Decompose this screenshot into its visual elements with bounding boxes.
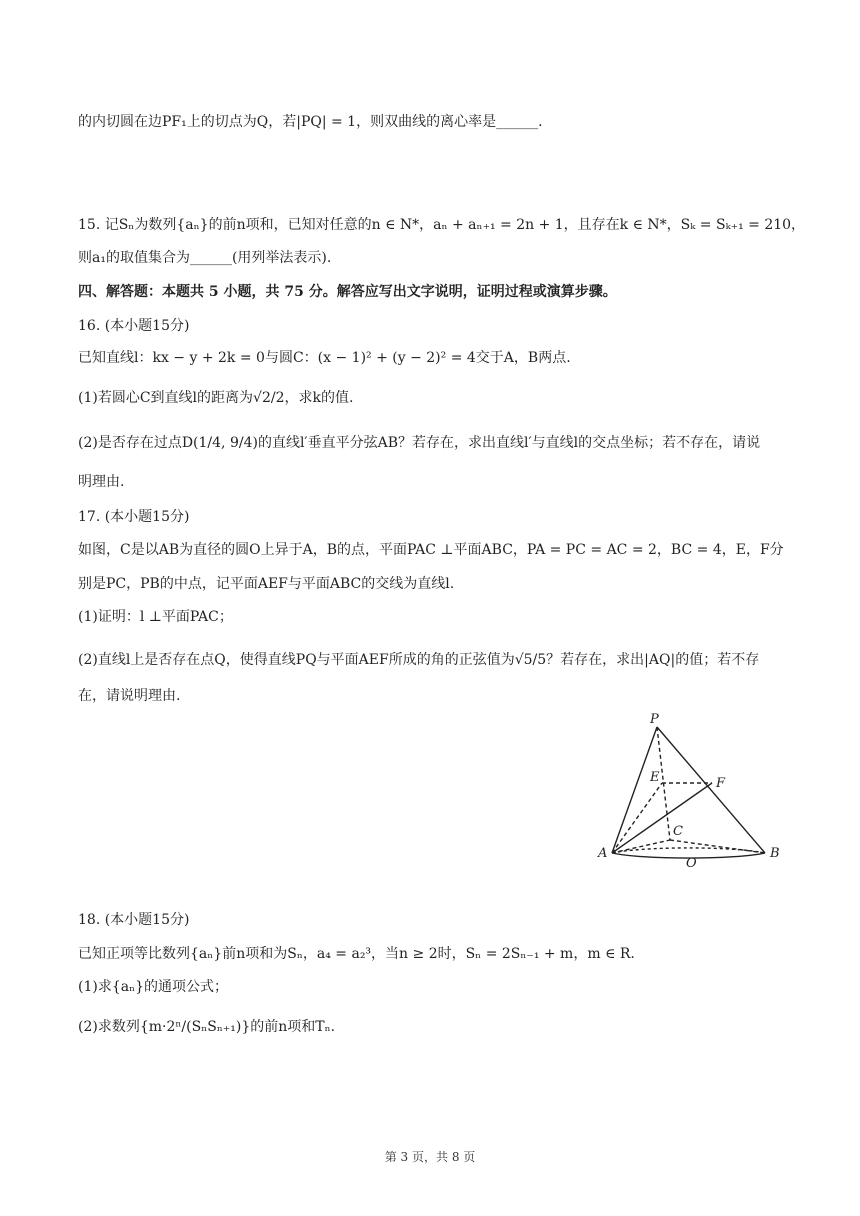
line-14: 在，请说明理由. (78, 688, 181, 704)
line-17: (1)求{aₙ}的通项公式； (78, 979, 229, 995)
line-11: 别是PC，PB的中点，记平面AEF与平面ABC的交线为直线l. (78, 576, 455, 592)
line-13: (2)直线l上是否存在点Q，使得直线PQ与平面AEF所成的角的正弦值为√5/5？若存在，求出|AQ|的值；若不存 (78, 652, 760, 668)
line-8: 明理由. (78, 474, 125, 490)
line-2: 则a₁的取值集合为______(用列举法表示). (78, 250, 332, 266)
problem-16-header: 16. (本小题15分) (78, 318, 190, 334)
line-18: (2)求数列{m·2ⁿ/(SₙSₙ₊₁)}的前n项和Tₙ. (78, 1019, 336, 1035)
problem-17-header: 17. (本小题15分) (78, 509, 190, 525)
label-C: C (673, 824, 683, 839)
label-B: B (770, 846, 780, 861)
label-O: O (686, 856, 697, 870)
line-7: (2)是否存在过点D(1/4, 9/4)的直线l′垂直平分弦AB？若存在，求出直线l′与直线l的交点坐标；若不存在，请说 (78, 435, 761, 451)
label-E: E (650, 770, 660, 785)
section-heading: 四、解答题：本题共 5 小题，共 75 分。解答应写出文字说明，证明过程或演算步骤。 (78, 284, 617, 300)
label-P: P (650, 712, 659, 727)
line-5: 已知直线l：kx − y + 2k = 0与圆C：(x − 1)² + (y − 2)² = 4交于A，B两点. (78, 350, 571, 366)
label-F: F (716, 776, 726, 791)
line-6: (1)若圆心C到直线l的距离为√2/2，求k的值. (78, 390, 354, 406)
line-1: 15. 记Sₙ为数列{aₙ}的前n项和，已知对任意的n ∈ N*，aₙ + aₙ₊₁ = 2n + 1，且存在k ∈ N*，Sₖ = Sₖ₊₁ = 210， (78, 217, 806, 233)
pyramid-figure (590, 705, 790, 870)
problem-18-header: 18. (本小题15分) (78, 912, 190, 928)
line-10: 如图，C是以AB为直径的圆O上异于A，B的点，平面PAC ⊥平面ABC，PA = PC = AC = 2，BC = 4，E，F分 (78, 542, 784, 558)
line-0: 的内切圆在边PF₁上的切点为Q，若|PQ| = 1，则双曲线的离心率是______. (78, 114, 543, 130)
line-12: (1)证明：l ⊥平面PAC； (78, 609, 233, 625)
label-A: A (598, 846, 608, 861)
line-16: 已知正项等比数列{aₙ}前n项和为Sₙ，a₄ = a₂³，当n ≥ 2时，Sₙ = 2Sₙ₋₁ + m，m ∈ R. (78, 946, 635, 962)
page-footer: 第 3 页，共 8 页 (384, 1150, 476, 1164)
